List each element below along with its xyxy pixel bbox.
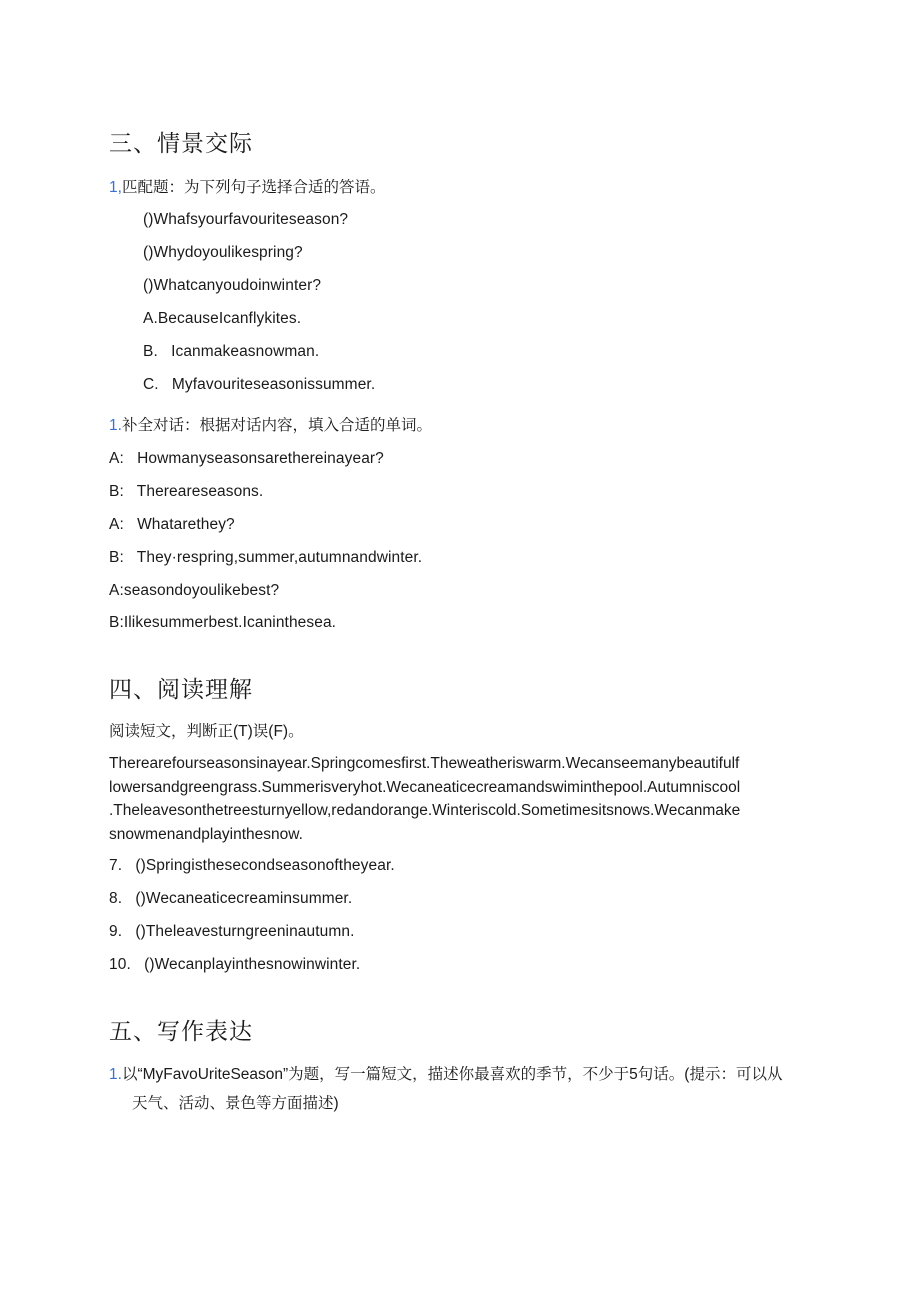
match-item: ()Whydoyoulikespring? (143, 244, 303, 261)
answer-option: C. Myfavouriteseasonissummer. (143, 376, 376, 393)
dialogue-line: A: Howmanyseasonsarethereinayear? (109, 450, 384, 467)
answer-option: A.BecauseIcanflykites. (143, 310, 302, 327)
match-item: ()Whatcanyoudoinwinter? (143, 277, 322, 294)
question-dialogue (109, 413, 432, 435)
section-4-heading: 四、阅读理解 (109, 676, 253, 702)
dialogue-line: A: Whatarethey? (109, 516, 235, 533)
dialogue-line: B: Thereareseasons. (109, 483, 264, 500)
section-5-heading: 五、写作表达 (109, 1018, 253, 1044)
question-text: 匹配题：为下列句子选择合适的答语。 (121, 179, 386, 196)
reading-passage (109, 752, 809, 846)
section-3-heading: 三、情景交际 (109, 130, 253, 156)
reading-instruction: 阅读短文，判断正(T)误(F)。 (109, 723, 304, 740)
passage-line: snowmenandplayinthesnow. (109, 825, 303, 843)
dialogue-line: B: They·respring,summer,autumnandwinter. (109, 549, 423, 566)
passage-line: lowersandgreengrass.Summerisveryhot.Wecaneaticecreamandswiminthepool.Autumniscool (109, 778, 741, 796)
true-false-question: 10. ()Wecanplayinthesnowinwinter. (109, 956, 361, 973)
passage-line: Therearefourseasonsinayear.Springcomesfirst.Theweatheriswarm.Wecanseemanybeautifulf (109, 755, 740, 772)
question-text: 补全对话：根据对话内容，填入合适的单词。 (121, 417, 432, 434)
dialogue-line: B:Ilikesummerbest.Icaninthesea. (109, 614, 337, 631)
writing-prompt (109, 1062, 782, 1084)
match-item: ()Whafsyourfavouriteseason? (143, 211, 349, 228)
true-false-question: 9. ()Theleavesturngreeninautumn. (109, 923, 355, 940)
question-number: 1, (109, 179, 122, 196)
passage-line: .Theleavesonthetreesturnyellow,redandorange.Winteriscold.Sometimesitsnows.Wecanmake (109, 802, 741, 819)
answer-option: B. Icanmakeasnowman. (143, 343, 320, 360)
question-number: 1. (109, 417, 122, 434)
writing-prompt-line: 天气、活动、景色等方面描述) (132, 1095, 339, 1112)
question-matching (109, 175, 385, 197)
dialogue-line: A:seasondoyoulikebest? (109, 582, 280, 599)
true-false-question: 8. ()Wecaneaticecreaminsummer. (109, 890, 353, 907)
writing-prompt-line: 以“MyFavoUriteSeason”为题，写一篇短文，描述你最喜欢的季节，不少于5句话。(提示：可以从 (121, 1066, 783, 1083)
question-number: 1. (109, 1066, 122, 1083)
true-false-question: 7. ()Springisthesecondseasonoftheyear. (109, 857, 395, 874)
